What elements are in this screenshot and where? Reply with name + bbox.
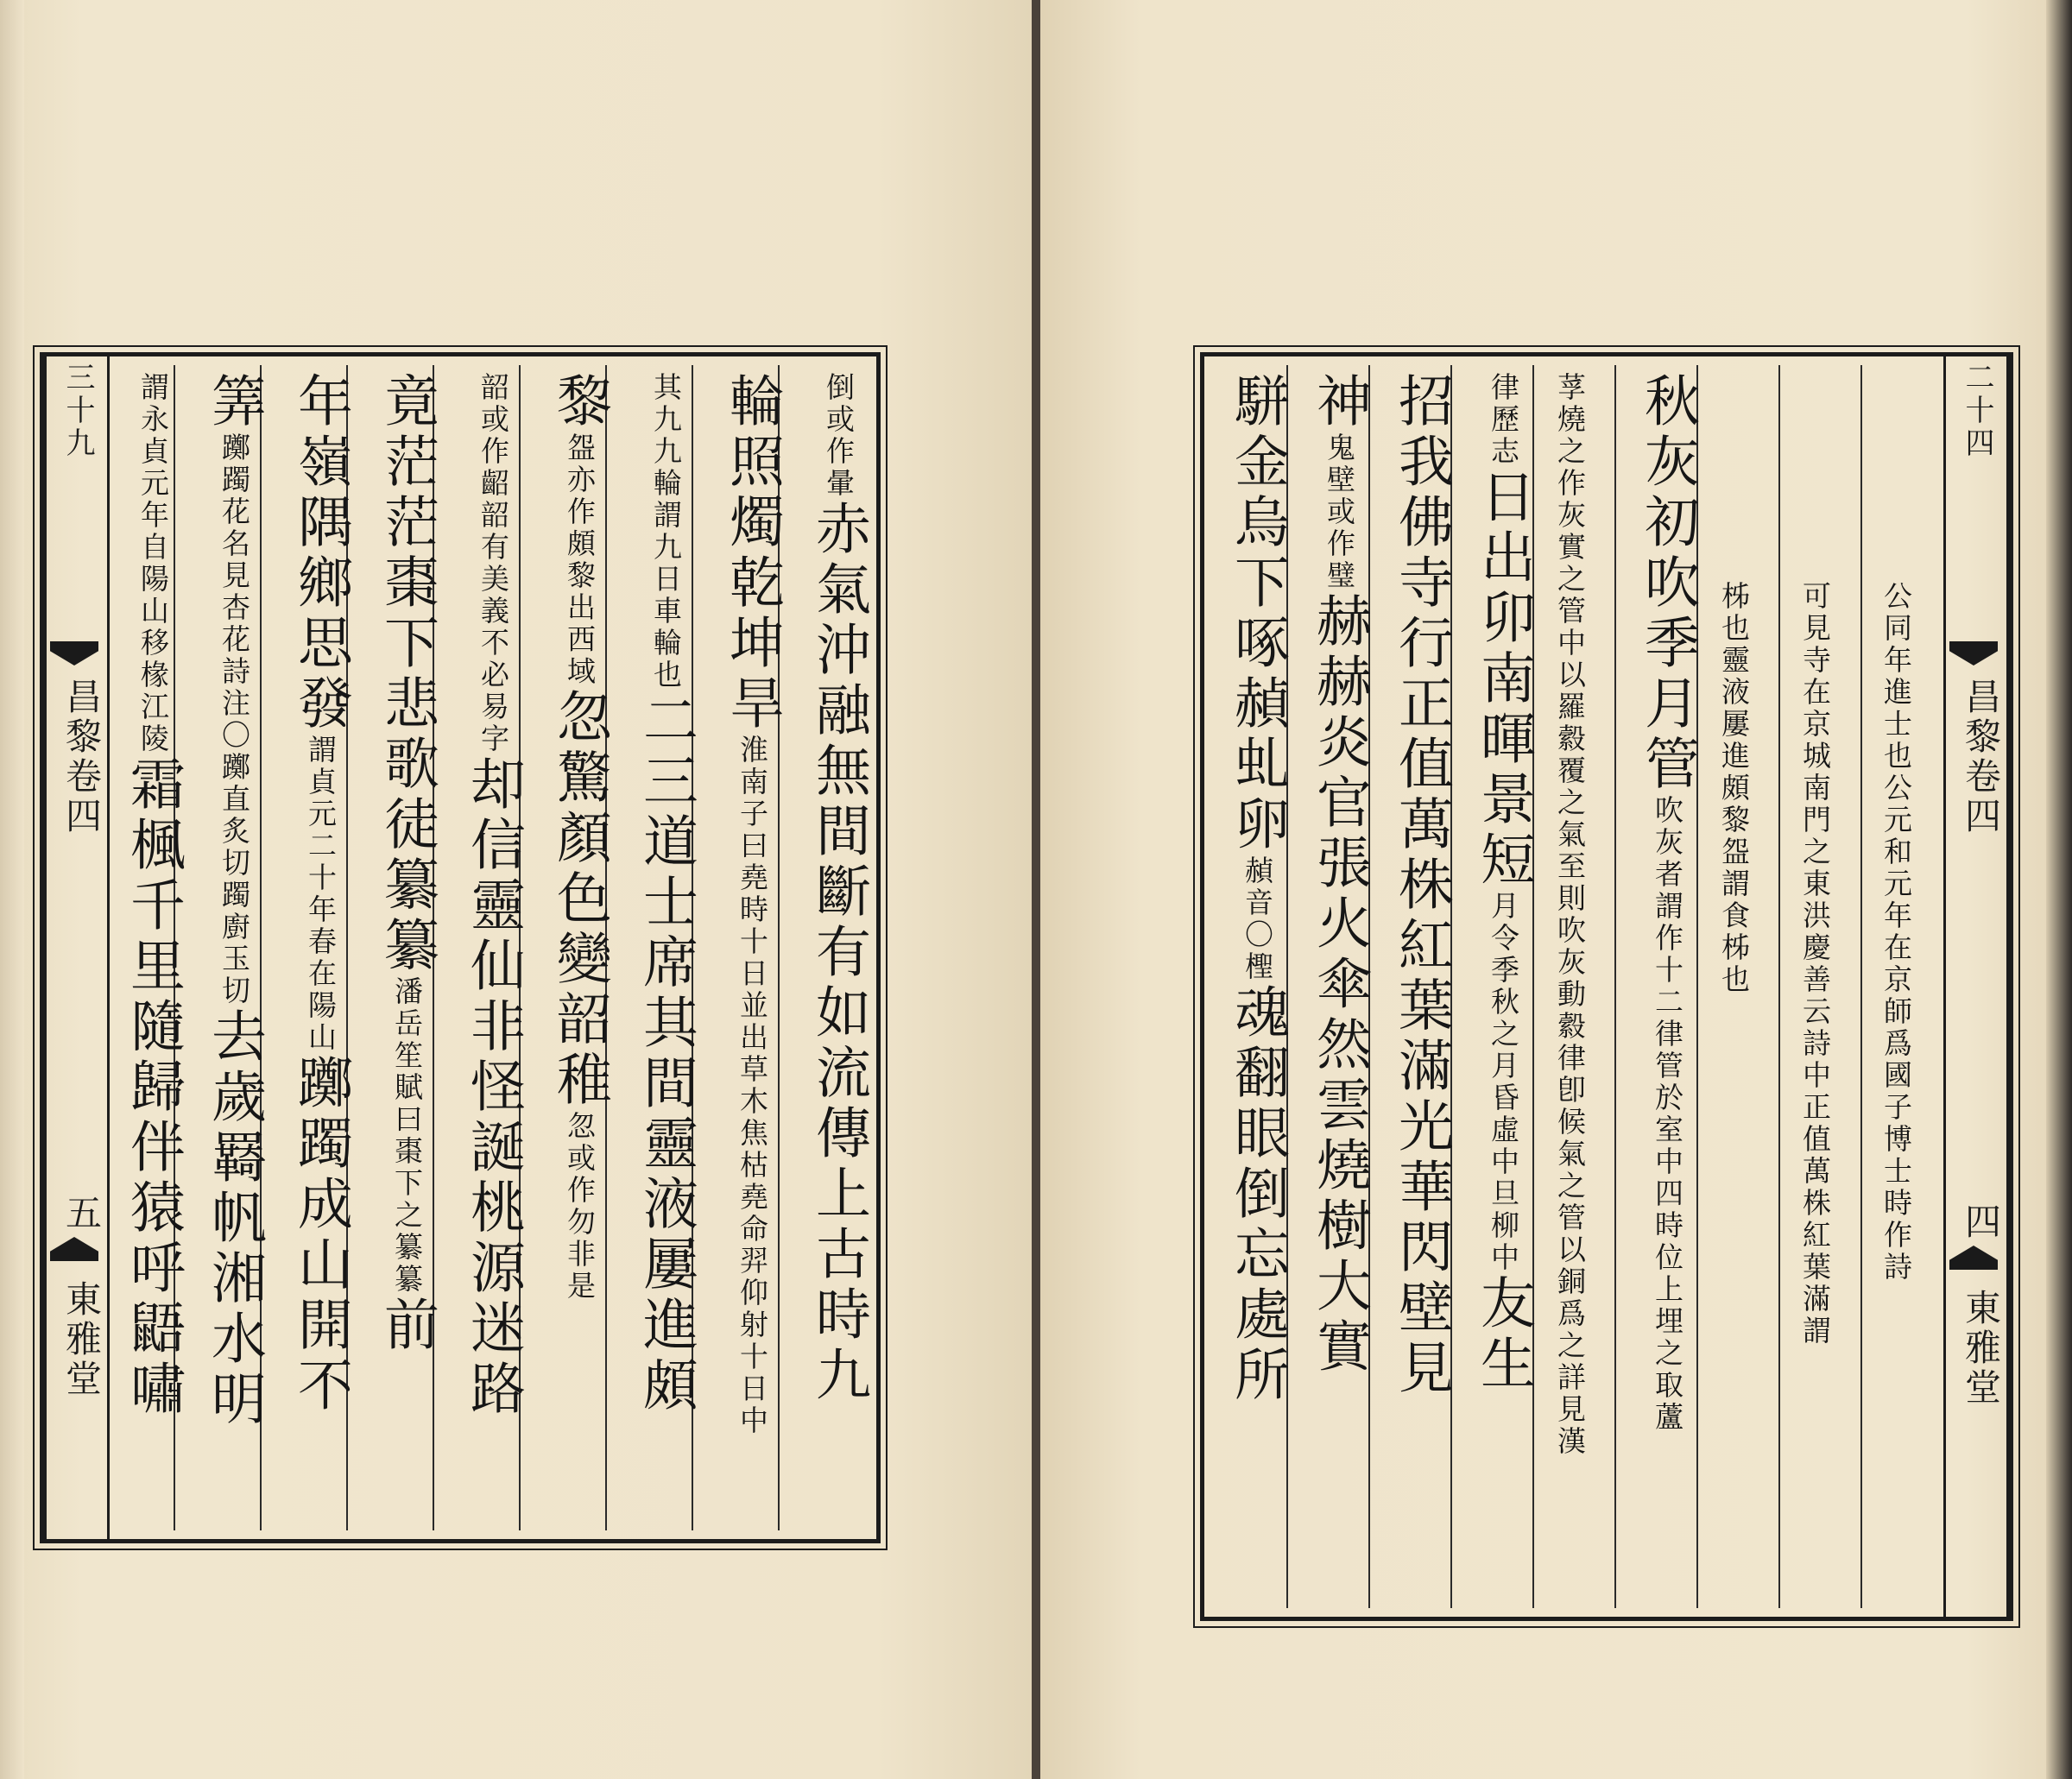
column-rule [1778, 365, 1780, 1608]
left-text-column-7: 年嶺隅鄉思發謂貞元二十年春在陽山躑躅成山開不 [288, 372, 352, 1416]
right-banxin-publisher: 東雅堂 [1960, 1289, 2002, 1408]
right-text-column-2: 可見寺在京城南門之東洪慶善云詩中正值萬株紅葉滿謂 [1798, 581, 1832, 1347]
right-banxin-top-text: 二十四 [1960, 362, 1994, 460]
right-fishtail-mark-lower [1949, 1246, 1998, 1270]
left-page-edge [0, 0, 24, 1779]
right-fishtail-mark [1949, 641, 1998, 666]
left-banxin [44, 356, 110, 1539]
left-text-column-1: 倒或作暈赤氣沖融無間斷有如流傳上古時九 [806, 372, 870, 1406]
left-banxin-top-text: 三十九 [60, 362, 95, 460]
left-fishtail-mark-lower [50, 1237, 98, 1261]
right-text-column-8: 神鬼壁或作璧赫赫炎官張火傘然雲燒樹大實 [1307, 372, 1371, 1378]
right-banxin [1943, 356, 2009, 1617]
right-page-edge [2046, 0, 2072, 1779]
left-text-column-9: 謂永貞元年自陽山移椽江陵霜楓千里隨歸伴猿呼鼯嘯 [121, 372, 185, 1420]
right-text-column-4: 秋灰初吹季月管吹灰者謂作十二律管於室中四時位上埋之取蘆 [1635, 372, 1699, 1434]
right-banxin-title: 昌黎卷四 [1960, 678, 2002, 836]
right-banxin-page-number: 四 [1960, 1202, 2002, 1242]
left-text-column-4: 黎盌亦作頗黎出西域忽驚顏色變韶稚忽或作勿非是 [547, 372, 611, 1303]
right-text-column-3: 柹也靈液屢進頗黎盌謂食柹也 [1717, 581, 1751, 996]
right-text-column-9: 駢金烏下啄赬虬卵赬音〇檉魂翻眼倒忘處所 [1225, 372, 1289, 1406]
right-text-column-1: 公同年進士也公元和元年在京師爲國子博士時作詩 [1879, 581, 1913, 1284]
left-fishtail-mark [50, 641, 98, 666]
left-banxin-publisher: 東雅堂 [60, 1280, 103, 1399]
book-gutter [1032, 0, 1040, 1779]
right-text-frame [1200, 352, 2013, 1621]
left-banxin-title: 昌黎卷四 [60, 678, 103, 836]
right-text-column-6: 律歷志日出卯南暉景短月令季秋之月昏虛中旦柳中友生 [1471, 372, 1535, 1395]
left-text-frame [40, 352, 881, 1543]
left-text-column-6: 竟茫茫棗下悲歌徒纂纂潘岳笙賦曰棗下之纂纂前 [375, 372, 439, 1356]
left-text-column-2: 輪照燭乾坤旱淮南子曰堯時十日並出草木焦枯堯命羿仰射十日中 [720, 372, 784, 1437]
left-text-column-3: 其九九輪謂九日車輪也二三道士席其間靈液屢進頗 [634, 372, 698, 1416]
right-text-column-5: 莩燒之作灰實之管中以羅縠覆之氣至則吹灰動縠律卽候氣之管以銅爲之詳見漢 [1553, 372, 1587, 1458]
column-rule [1860, 365, 1862, 1608]
left-banxin-page-number: 五 [60, 1194, 103, 1233]
column-rule [1614, 365, 1616, 1608]
right-text-column-7: 招我佛寺行正值萬株紅葉滿光華閃壁見 [1389, 372, 1453, 1399]
left-text-column-8: 筭躑躅花名見杏花詩注〇躑直炙切躅廚玉切去歲羇帆湘水明 [202, 372, 266, 1430]
left-text-column-5: 韶或作齠韶有美義不必易字却信靈仙非怪誕桃源迷路 [461, 372, 525, 1420]
